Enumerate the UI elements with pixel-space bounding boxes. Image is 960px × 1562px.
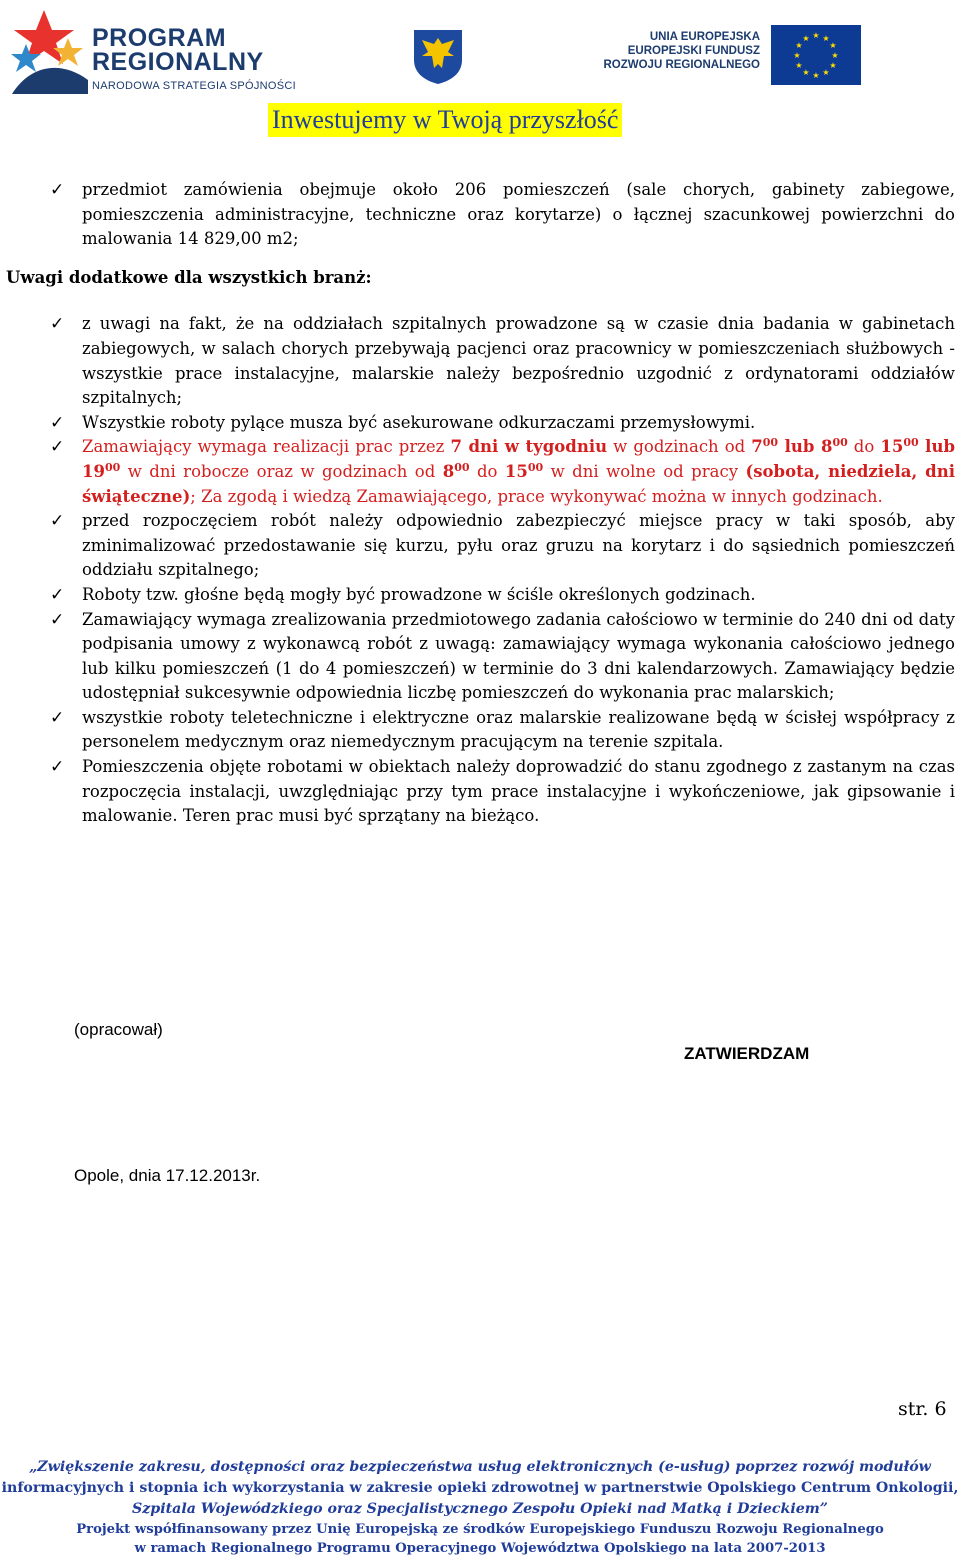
- eu-flag-icon: [771, 25, 861, 85]
- check-mark-icon: ✓: [50, 437, 65, 458]
- check-mark-icon: ✓: [50, 707, 65, 728]
- svg-text:★: ★: [802, 34, 810, 43]
- page-number: str. 6: [898, 1398, 947, 1420]
- list-item: [0, 312, 960, 410]
- opolskie-eagle-emblem-icon: [408, 26, 468, 84]
- section-heading: Uwagi dodatkowe dla wszystkich branż:: [6, 267, 372, 287]
- page-header: [0, 0, 960, 134]
- list-item: [0, 706, 960, 755]
- list-item-working-hours: ✓ Zamawiający wymaga realizacji prac przez 7 dni w tygodniu w godzinach od $7^{00}$ lub $8^{00}$ do $15^{00}$ lub $19^{00}$ w dni robocze oraz w godzinach od $8^{00}$ do $15^{00}$ w dni wolne od pracy (sobota, niedziela, dni świąteczne); Za zgodą i wiedzą Zamawiającego, prace wykonywać można w innych godzinach.: [50, 436, 955, 506]
- item-text: Zamawiający wymaga zrealizowania przedmiotowego zadania całościowo w terminie do 240 dni od daty podpisania umowy z wykonawcą robót z uwagą: zamawiający wymaga wykonania całościowo jednego lub kilku pomieszczeń (1 do 4 pomieszczeń) w terminie do 3 dni kalendarzowych. Zamawiający będzie udostępniał sukcesywnie odpowiednia liczbę pomieszczeń do wykonania prac malarskich;: [82, 609, 955, 703]
- program-subtitle: NARODOWA STRATEGIA SPÓJNOŚCI: [92, 80, 296, 92]
- slogan: Inwestujemy w Twoją przyszłość: [268, 103, 622, 137]
- eu-line1: UNIA EUROPEJSKA: [649, 31, 760, 43]
- list-item: [0, 583, 960, 608]
- item-text: wszystkie roboty teletechniczne i elektryczne oraz malarskie realizowane będą w ścisłej współpracy z personelem medycznym oraz niemedycznym pracującym na terenie szpitala.: [82, 707, 955, 752]
- item-text: Roboty tzw. głośne będą mogły być prowadzone w ściśle określonych godzinach.: [82, 584, 756, 604]
- program-line1: PROGRAM: [92, 24, 227, 52]
- list-item: [0, 608, 960, 706]
- svg-text:★: ★: [822, 68, 830, 77]
- item-text: przedmiot zamówienia obejmuje około 206 pomieszczeń (sale chorych, gabinety zabiegowe, pomieszczenia administracyjne, techniczne oraz korytarze) o łącznej szacunkowej powierzchni do malowania 14 829,00 m2;: [82, 180, 955, 249]
- place-date: Opole, dnia 17.12.2013r.: [74, 1166, 261, 1185]
- list-item: [0, 755, 960, 829]
- prepared-by-label: (opracował): [74, 1020, 163, 1039]
- item-text: Wszystkie roboty pylące musza być asekurowane odkurzaczami przemysłowymi.: [82, 412, 756, 432]
- footer-line5: w ramach Regionalnego Programu Operacyjnego Województwa Opolskiego na lata 2007-2013: [134, 1541, 826, 1556]
- list-item: [0, 178, 960, 252]
- item-text: przed rozpoczęciem robót należy odpowiednio zabezpieczyć miejsce pracy w taki sposób, aby zminimalizować przedostawanie się kurzu, pyłu oraz gruzu na korytarz i do sąsiednich pomieszczeń oddziału szpitalnego;: [82, 511, 955, 580]
- footer-line3: Szpitala Wojewódzkiego oraz Specjalistycznego Zespołu Opieki nad Matką i Dzieckiem”: [132, 1501, 828, 1517]
- check-mark-icon: ✓: [50, 314, 65, 335]
- check-mark-icon: ✓: [50, 511, 65, 532]
- svg-text:★: ★: [795, 61, 803, 70]
- check-mark-icon: ✓: [50, 180, 65, 200]
- svg-text:★: ★: [793, 51, 801, 60]
- svg-text:★: ★: [812, 31, 820, 40]
- footer-line1: „Zwiększenie zakresu, dostępności oraz bezpieczeństwa usług elektronicznych (e-usług) poprzez rozwój modułów: [29, 1459, 931, 1475]
- check-mark-icon: ✓: [50, 584, 65, 605]
- eu-line2: EUROPEJSKI FUNDUSZ: [627, 45, 760, 57]
- svg-text:★: ★: [829, 41, 837, 50]
- svg-text:★: ★: [812, 71, 820, 80]
- page-footer: [0, 1457, 960, 1558]
- eu-fund-text: [600, 30, 760, 72]
- check-mark-icon: ✓: [50, 757, 65, 778]
- footer-line2: informacyjnych i stopnia ich wykorzystania w zakresie opieki zdrowotnej w partnerstwie Opolskiego Centrum Onkologii,: [1, 1480, 959, 1496]
- svg-text:★: ★: [831, 51, 839, 60]
- svg-text:★: ★: [795, 41, 803, 50]
- program-regionalny-title: [92, 26, 264, 74]
- svg-text:★: ★: [829, 61, 837, 70]
- list-item: [0, 411, 960, 436]
- document-body: [0, 178, 960, 829]
- footer-line4: Projekt współfinansowany przez Unię Europejską ze środków Europejskiego Funduszu Rozwoju Regionalnego: [76, 1522, 884, 1537]
- check-mark-icon: ✓: [50, 412, 65, 433]
- item-text: Pomieszczenia objęte robotami w obiektach należy doprowadzić do stanu zgodnego z zastanym na czas rozpoczęcia instalacji, uwzględniając przy tym prace instalacyjne i wykończeniowe, jak gipsowanie i malowanie. Teren prac musi być sprzątany na bieżąco.: [82, 757, 955, 826]
- program-line2: REGIONALNY: [92, 48, 264, 76]
- list-item: [0, 509, 960, 583]
- item-text: z uwagi na fakt, że na oddziałach szpitalnych prowadzone są w czasie dnia badania w gabinetach zabiegowych, w salach chorych przebywają pacjenci oraz pracownicy w pomieszczeniach służbowych - wszystkie prace instalacyjne, malarskie należy bezpośrednio uzgodnić z ordynatorami oddziałów szpitalnych;: [82, 314, 955, 408]
- eu-line3: ROZWOJU REGIONALNEGO: [603, 59, 760, 71]
- svg-text:★: ★: [802, 68, 810, 77]
- approve-label: ZATWIERDZAM: [684, 1044, 810, 1063]
- check-mark-icon: ✓: [50, 609, 65, 630]
- svg-text:★: ★: [822, 34, 830, 43]
